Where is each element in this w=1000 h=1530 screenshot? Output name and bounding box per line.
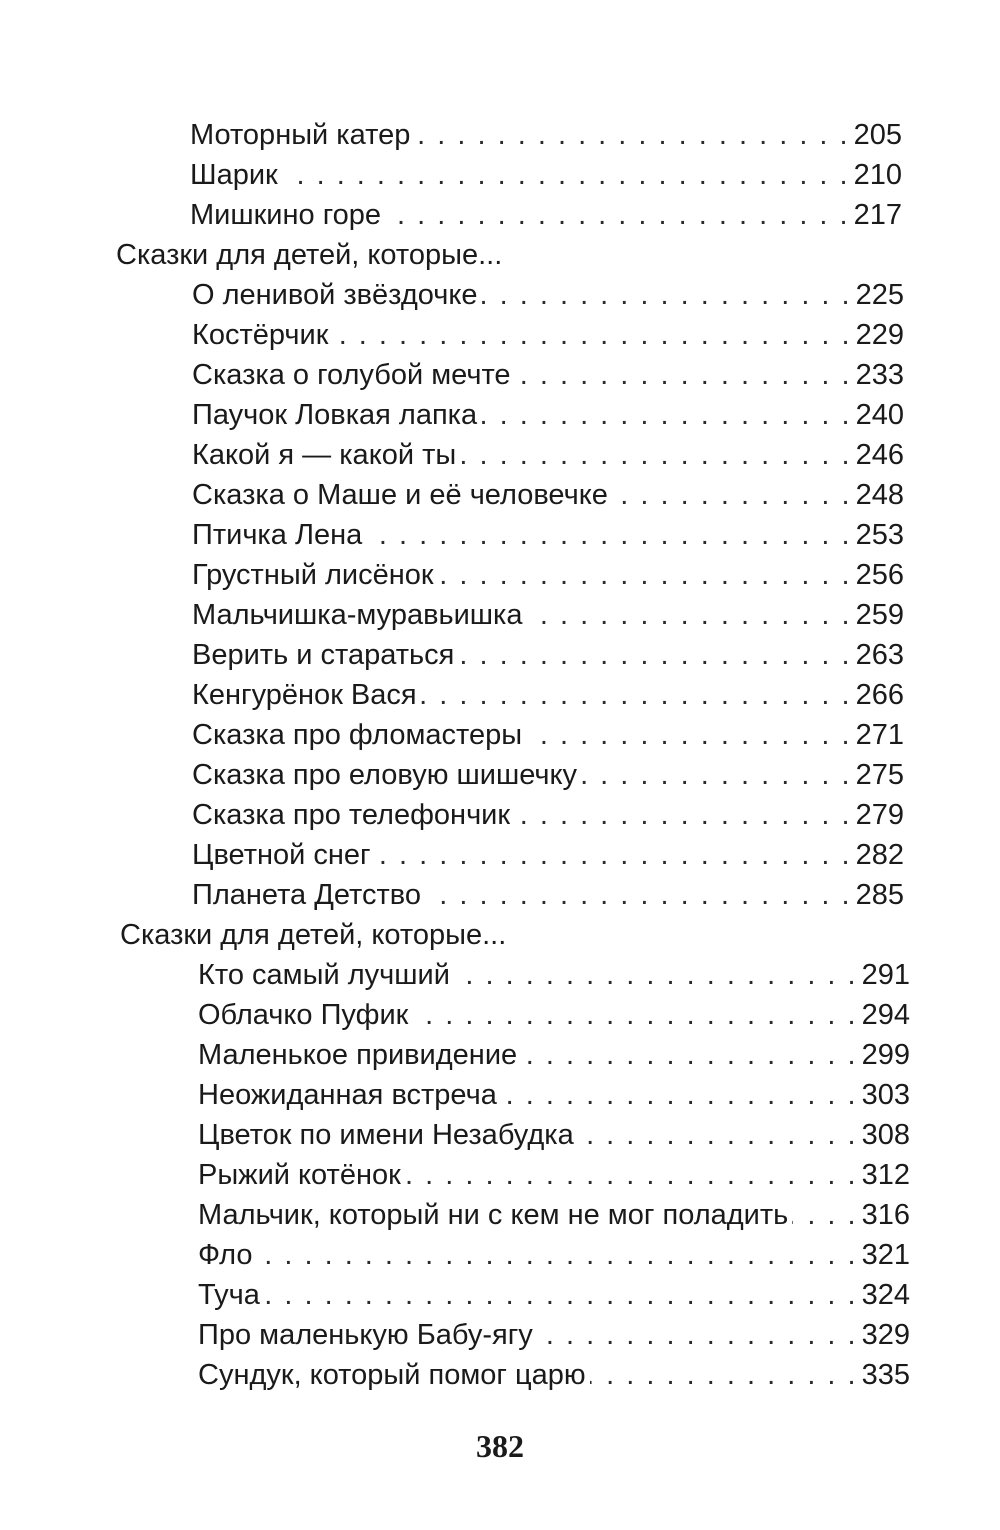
dot-leader (792, 1198, 857, 1232)
toc-entry-title: Сказка о Маше и её человечке (192, 479, 608, 511)
dot-leader (481, 398, 851, 432)
toc-entry (192, 432, 904, 472)
dot-leader (385, 198, 850, 232)
toc-entry-page: 282 (855, 839, 904, 871)
dot-leader (256, 1238, 857, 1272)
toc-entry (192, 392, 904, 432)
dot-leader (425, 878, 852, 912)
toc-entry-page: 253 (855, 519, 904, 551)
toc-entry-title: О ленивой звёздочке (192, 279, 478, 311)
toc-entry-page: 246 (855, 439, 904, 471)
toc-entry-page: 248 (855, 479, 904, 511)
toc-entry (192, 712, 904, 752)
toc-entry-title: Цветок по имени Незабудка (198, 1119, 574, 1151)
toc-entry-page: 205 (853, 119, 902, 151)
toc-entry (192, 352, 904, 392)
dot-leader (460, 438, 851, 472)
toc-entry-title: Птичка Лена (192, 519, 363, 551)
toc-entry-title: Про маленькую Бабу-ягу (198, 1319, 533, 1351)
toc-entry-page: 225 (855, 279, 904, 311)
toc-entry (198, 1232, 910, 1272)
dot-leader (482, 278, 852, 312)
toc-entry (198, 992, 910, 1032)
toc-entry (192, 872, 904, 912)
toc-entry-page: 324 (861, 1279, 910, 1311)
toc-entry-page: 240 (855, 399, 904, 431)
toc-entry-page: 316 (861, 1199, 910, 1231)
toc-entry-page: 256 (855, 559, 904, 591)
dot-leader (521, 1038, 857, 1072)
toc-entry-title: Сказка про еловую шишечку (192, 759, 578, 791)
toc-entry (190, 152, 902, 192)
toc-entry (192, 472, 904, 512)
toc-entry-page: 210 (853, 159, 902, 191)
toc-entry-title: Костёрчик (192, 319, 329, 351)
dot-leader (612, 478, 852, 512)
toc-entry (198, 1272, 910, 1312)
dot-leader (366, 518, 851, 552)
toc-entry-title: Фло (198, 1239, 253, 1271)
toc-entry-page: 303 (861, 1079, 910, 1111)
toc-entry-page: 329 (861, 1319, 910, 1351)
toc-entry-title: Верить и стараться (192, 639, 455, 671)
toc-entry (198, 1072, 910, 1112)
toc-entry-title: Кто самый лучший (198, 959, 450, 991)
dot-leader (578, 1118, 858, 1152)
toc-entry (192, 512, 904, 552)
toc-entry (192, 552, 904, 592)
toc-entry-page: 229 (855, 319, 904, 351)
toc-entry-title: Сказка про фломастеры (192, 719, 523, 751)
toc-entry-title: Мальчик, который ни с кем не мог поладить (198, 1199, 789, 1231)
toc-entry-title: Рыжий котёнок (198, 1159, 401, 1191)
toc-entry (192, 312, 904, 352)
toc-entry-title: Сказка о голубой мечте (192, 359, 511, 391)
page-number: 382 (476, 1428, 524, 1464)
toc-entry (198, 952, 910, 992)
dot-leader (514, 798, 852, 832)
dot-leader (581, 758, 852, 792)
dot-leader (515, 358, 852, 392)
toc-entry-title: Шарик (190, 159, 278, 191)
toc-entry (192, 832, 904, 872)
toc-entry-page: 271 (855, 719, 904, 751)
toc-entry-title: Кенгурёнок Вася (192, 679, 417, 711)
toc-entry (198, 1152, 910, 1192)
toc-entry-title: Мишкино горе (190, 199, 382, 231)
toc-entry (198, 1312, 910, 1352)
toc-entry-page: 233 (855, 359, 904, 391)
toc-entry (192, 752, 904, 792)
toc-entry-title: Неожиданная встреча (198, 1079, 497, 1111)
toc-entry (198, 1032, 910, 1072)
dot-leader (526, 718, 851, 752)
toc-entry-title: Какой я — какой ты (192, 439, 457, 471)
toc-entry-page: 275 (855, 759, 904, 791)
dot-leader (282, 158, 850, 192)
section-heading: Сказки для детей, которые... (116, 239, 503, 271)
toc-entry (198, 1192, 910, 1232)
toc-entry-page: 294 (861, 999, 910, 1031)
toc-entry-page: 321 (861, 1239, 910, 1271)
toc-entry-title: Маленькое привидение (198, 1039, 518, 1071)
toc-entry-page: 259 (855, 599, 904, 631)
toc-entry-title: Планета Детство (192, 879, 421, 911)
dot-leader (590, 1358, 858, 1392)
toc-entry-page: 285 (855, 879, 904, 911)
toc-entry-page: 335 (861, 1359, 910, 1391)
dot-leader (421, 678, 852, 712)
toc-entry (190, 112, 902, 152)
toc-entry-page: 299 (861, 1039, 910, 1071)
toc-entry-page: 263 (855, 639, 904, 671)
dot-leader (412, 998, 857, 1032)
dot-leader (501, 1078, 858, 1112)
toc-entry-title: Мальчишка-муравьишка (192, 599, 523, 631)
toc-entry (198, 1352, 910, 1392)
toc-entry (192, 272, 904, 312)
dot-leader (332, 318, 851, 352)
dot-leader (454, 958, 858, 992)
dot-leader (375, 838, 852, 872)
toc-entry (192, 632, 904, 672)
toc-entry (192, 792, 904, 832)
toc-entry-page: 291 (861, 959, 910, 991)
section-heading: Сказки для детей, которые... (120, 919, 507, 951)
dot-leader (414, 118, 849, 152)
dot-leader (405, 1158, 858, 1192)
toc-entry-title: Туча (198, 1279, 260, 1311)
dot-leader (458, 638, 851, 672)
toc-entry-title: Сказка про телефончик (192, 799, 511, 831)
toc-entry (190, 192, 902, 232)
toc-entry-title: Грустный лисёнок (192, 559, 434, 591)
toc-entry-page: 266 (855, 679, 904, 711)
toc-entry-page: 279 (855, 799, 904, 831)
dot-leader (264, 1278, 858, 1312)
toc-entry-title: Сундук, который помог царю (198, 1359, 586, 1391)
toc-entry (192, 592, 904, 632)
dot-leader (438, 558, 852, 592)
dot-leader (537, 1318, 858, 1352)
toc-entry-page: 308 (861, 1119, 910, 1151)
toc-entry-title: Облачко Пуфик (198, 999, 409, 1031)
toc-entry-title: Цветной снег (192, 839, 371, 871)
toc-entry (192, 672, 904, 712)
toc-entry (198, 1112, 910, 1152)
toc-entry-title: Моторный катер (190, 119, 411, 151)
toc-entry-title: Паучок Ловкая лапка (192, 399, 478, 431)
toc-entry-page: 217 (853, 199, 902, 231)
toc-entry-page: 312 (861, 1159, 910, 1191)
dot-leader (527, 598, 852, 632)
